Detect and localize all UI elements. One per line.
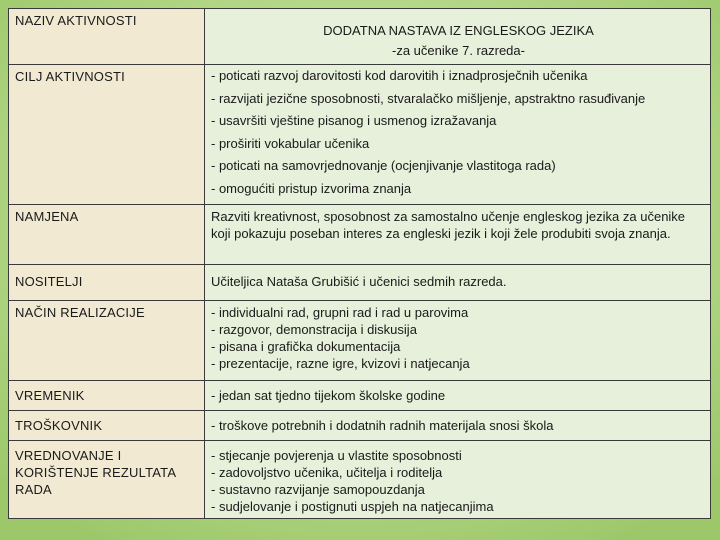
row-label: [9, 381, 205, 411]
costs-text: - troškove potrebnih i dodatnih radnih materijala snosi škola: [205, 411, 711, 441]
label-text: NAČIN REALIZACIJE: [15, 305, 145, 320]
list-item: - zadovoljstvo učenika, učitelja i roditelja: [211, 465, 443, 480]
list-item: - poticati razvoj darovitosti kod darovitih i iznadprosječnih učenika: [211, 68, 588, 83]
list-item: - stjecanje povjerenja u vlastite sposobnosti: [211, 448, 462, 463]
label-text: NAMJENA: [15, 209, 79, 224]
table-row: [9, 301, 711, 381]
table-row: [9, 441, 711, 519]
label-text: NAZIV AKTIVNOSTI: [15, 13, 137, 28]
table-row: [9, 9, 711, 65]
row-label: [9, 9, 205, 65]
list-item: - razgovor, demonstracija i diskusija: [211, 322, 417, 337]
carriers-text: Učiteljica Nataša Grubišić i učenici sedmih razreda.: [205, 265, 711, 301]
schedule-text: - jedan sat tjedno tijekom školske godine: [205, 381, 711, 411]
row-label: [9, 65, 205, 205]
row-label: [9, 441, 205, 519]
list-item: - prezentacije, razne igre, kvizovi i natjecanja: [211, 356, 470, 371]
table-row: [9, 411, 711, 441]
goal-list: [205, 65, 711, 205]
table-row: [9, 205, 711, 265]
label-text: VREDNOVANJE I KORIŠTENJE REZULTATA RADA: [15, 448, 176, 497]
list-item: - sudjelovanje i postignuti uspjeh na natjecanjima: [211, 499, 494, 514]
subtitle-line: -za učenike 7. razreda-: [392, 43, 525, 58]
table-row: [9, 265, 711, 301]
label-text: CILJ AKTIVNOSTI: [15, 69, 125, 84]
activity-table: [8, 8, 711, 519]
list-item: - razvijati jezične sposobnosti, stvaralačko mišljenje, apstraktno rasuđivanje: [211, 90, 646, 106]
label-text: TROŠKOVNIK: [15, 418, 103, 433]
activity-title: [205, 9, 711, 65]
evaluation-list: [205, 441, 711, 519]
list-item: - poticati na samovrjednovanje (ocjenjivanje vlastitoga rada): [211, 158, 556, 173]
list-item: - proširiti vokabular učenika: [211, 135, 370, 151]
row-label: [9, 265, 205, 301]
list-item: - usavršiti vještine pisanog i usmenog izražavanja: [211, 113, 497, 128]
realization-list: [205, 301, 711, 381]
row-label: [9, 411, 205, 441]
title-line: DODATNA NASTAVA IZ ENGLESKOG JEZIKA: [323, 23, 594, 38]
purpose-text: Razviti kreativnost, sposobnost za samostalno učenje engleskog jezika za učenike koji pokazuju poseban interes za engleski jezik i koji žele produbiti svoja znanja.: [205, 205, 711, 265]
list-item: - pisana i grafička dokumentacija: [211, 339, 401, 354]
table-row: [9, 381, 711, 411]
list-item: - individualni rad, grupni rad i rad u parovima: [211, 305, 469, 320]
label-text: NOSITELJI: [15, 274, 83, 289]
row-label: [9, 301, 205, 381]
table-row: [9, 65, 711, 205]
list-item: - sustavno razvijanje samopouzdanja: [211, 482, 425, 497]
label-text: VREMENIK: [15, 388, 85, 403]
list-item: - omogućiti pristup izvorima znanja: [211, 180, 412, 196]
row-label: [9, 205, 205, 265]
